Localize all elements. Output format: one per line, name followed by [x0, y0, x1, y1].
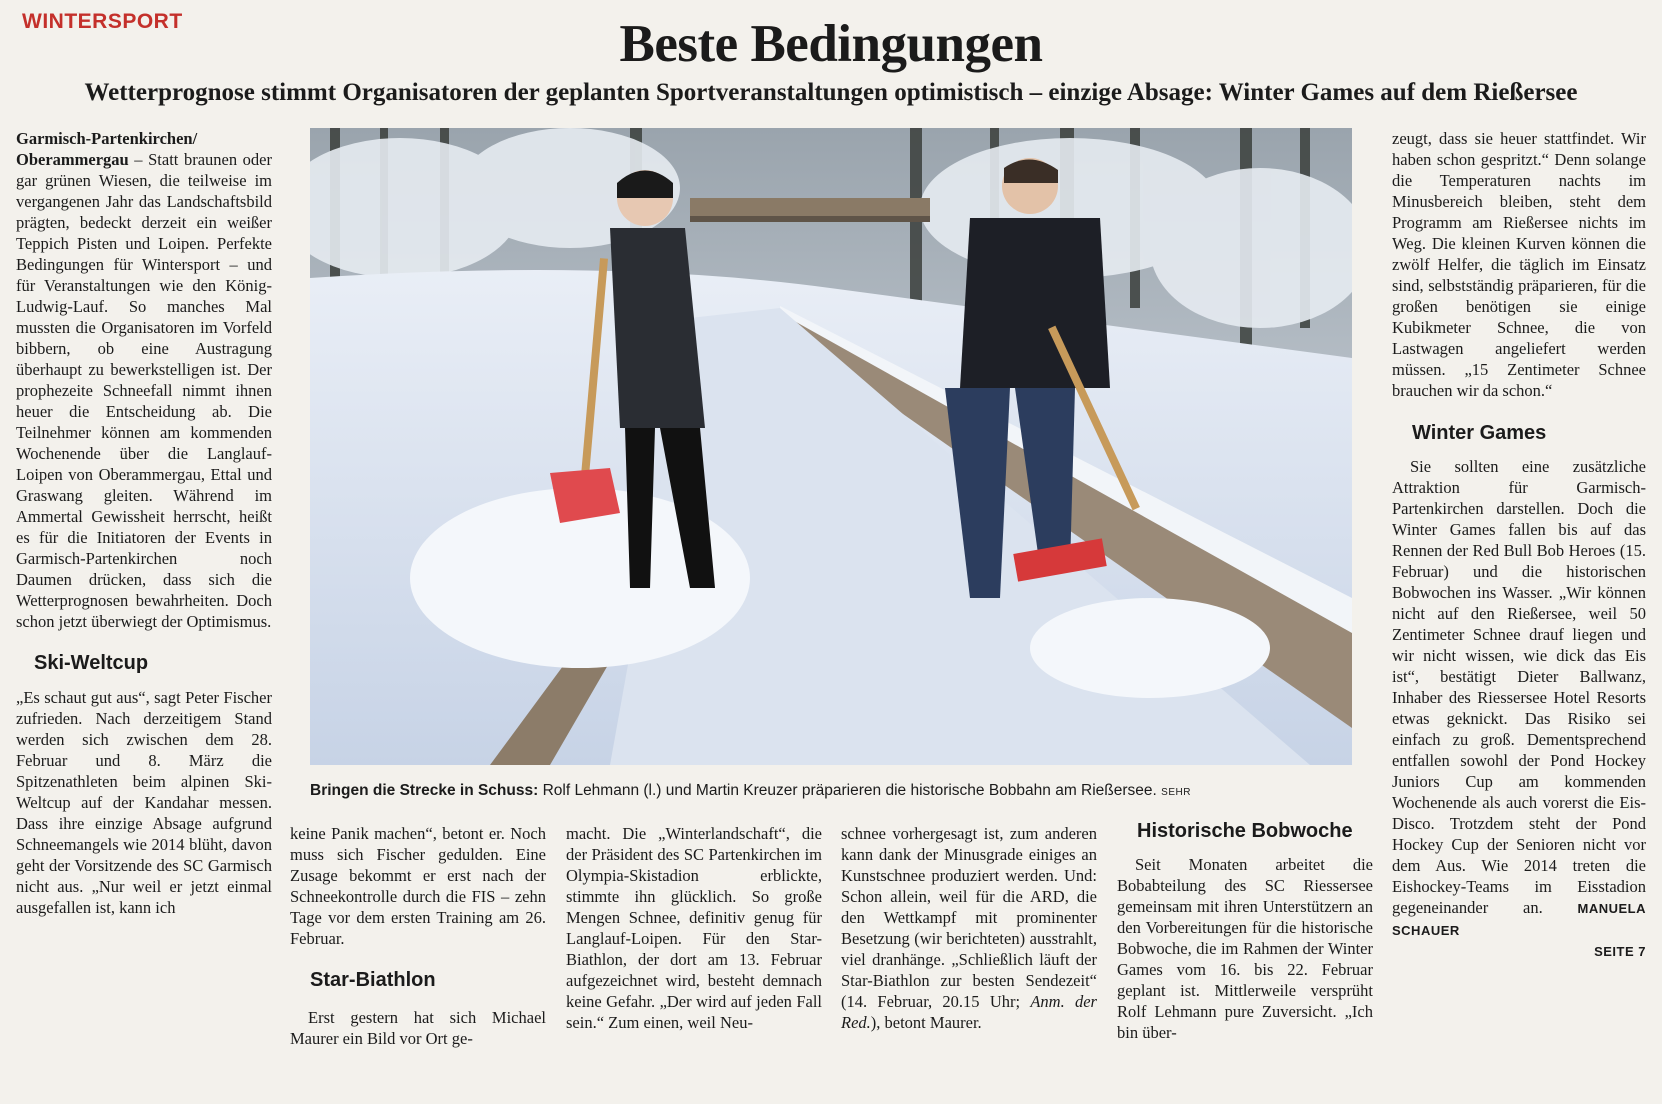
- article-column-4: [841, 823, 1097, 1033]
- dateline: Garmisch-Partenkirchen/ Oberammergau: [16, 129, 198, 169]
- intro-text: – Statt braunen oder gar grünen Wiesen, die teilweise im vergangenen Jahr das Landschaftsbild prägten, bedeckt derzeit ein weißer Teppich Pisten und Loipen. Perfekte Bedingungen für Wintersport – und für Veranstaltungen wie den König-Ludwig-Lauf. So manches Mal mussten die Organisatoren im Vorfeld bibbern, ob eine Austragung überhaupt zu bewerkstelligen ist. Der prophezeite Schneefall nimmt ihnen heuer die Entscheidung ab. Die Teilnehmer können am kommenden Wochenende über die Langlauf-Loipen von Oberammergau, Ettal und Graswang gleiten. Während im Ammertal Gewissheit herrscht, heißt es für die Initiatoren der Events in Garmisch-Partenkirchen noch Daumen drücken, dass sich die Wetterprognosen bewahrheiten. Doch schon jetzt überwiegt der Optimismus.: [16, 150, 272, 631]
- photo-caption: [310, 782, 1360, 800]
- body-text: macht. Die „Winterlandschaft“, die der Präsident des SC Partenkirchen im Olympia-Skistadion erblickte, stimmte ihn glücklich. So große Mengen Schnee, definitiv genug für Langlauf-Loipen. Für den Star-Biathlon, der dort am 13. Februar aufgezeichnet wird, besteht demnach keine Gefahr. „Der wird auf jeden Fall sein.“ Zum einen, weil Neu-: [566, 824, 822, 1032]
- body-text: „Es schaut gut aus“, sagt Peter Fischer zufrieden. Nach derzeitigem Stand werden sich zwischen dem 28. Februar und 8. März die Spitzenathleten beim alpinen Ski-Weltcup auf der Kandahar messen. Dass ihre einzige Absage aufgrund Schneemangels wie 2014 blüht, davon geht der Vorsitzende des SC Garmisch nicht aus. „Nur weil er jetzt einmal ausgefallen ist, kann ich: [16, 688, 272, 917]
- article-column-6: [1392, 128, 1646, 962]
- section-label: WINTERSPORT: [22, 10, 183, 33]
- body-text: zeugt, dass sie heuer stattfindet. Wir haben schon gespritzt.“ Denn solange die Temperaturen nachts im Minusbereich bleiben, steht dem Programm am Rießersee nichts im Weg. Die kleinen Kurven können die zwölf Helfer, die täglich im Einsatz sind, selbstständig präparieren, für die großen benötigen sie einige Kubikmeter Schnee, die von Lastwagen angeliefert werden müssen. „15 Zentimeter Schnee brauchen wir da schon.“: [1392, 129, 1646, 400]
- article-column-2: [290, 823, 546, 1049]
- article-column-5: [1117, 820, 1373, 1043]
- body-text: Erst gestern hat sich Michael Maurer ein Bild vor Ort ge-: [290, 1008, 546, 1048]
- subhead-ski-weltcup: Ski-Weltcup: [34, 652, 149, 674]
- author-signature: MANUELA SCHAUER: [1392, 901, 1646, 938]
- subhead-historische-bobwoche: Historische Bobwoche: [1137, 820, 1353, 842]
- subhead-winter-games: Winter Games: [1412, 422, 1547, 444]
- article-column-3: [566, 823, 822, 1033]
- subheadline: Wetterprognose stimmt Organisatoren der geplanten Sportveranstaltungen optimistisch – einzige Absage: Winter Games auf dem Rießersee: [84, 79, 1578, 106]
- headline: Beste Bedingungen: [619, 15, 1043, 73]
- photo-credit: SEHR: [1161, 787, 1191, 798]
- body-text: Seit Monaten arbeitet die Bobabteilung des SC Riessersee gemeinsam mit ihren Unterstützern an den Vorbereitungen für die historische Bobwoche, die im Rahmen der Winter Games vom 16. bis 22. Februar geplant ist. Mittlerweile versprüht Rolf Lehmann pure Zuversicht. „Ich bin über-: [1117, 855, 1373, 1042]
- body-text: ), betont Maurer.: [870, 1013, 982, 1032]
- subhead-star-biathlon: Star-Biathlon: [310, 969, 436, 991]
- caption-text: Rolf Lehmann (l.) und Martin Kreuzer präparieren die historische Bobbahn am Rießersee.: [538, 782, 1157, 799]
- page-reference: SEITE 7: [1594, 944, 1646, 959]
- body-text: Sie sollten eine zusätzliche Attraktion für Garmisch-Partenkirchen darstellen. Doch die Winter Games fallen bis auf das Rennen der Red Bull Bob Heroes (15. Februar) und die historischen Bobwochen ins Wasser. „Wir können nicht auf den Rießersee, weil 50 Zentimeter Schnee drauf liegen und wir nicht wissen, wie dick das Eis ist“, bestätigt Dieter Ballwanz, Inhaber des Riessersee Hotel Resorts etwas geknickt. Das Risiko sei einfach zu groß. Dementsprechend entfallen sowohl der Pond Hockey Juniors Cup am kommenden Wochenende als auch vorerst die Eis-Disco. Trotzdem steht der Pond Hockey Cup der Senioren nicht vor dem Aus. Wie 2014 treten die Eishockey-Teams im Eisstadion gegeneinander an.: [1392, 457, 1646, 917]
- body-text: schnee vorhergesagt ist, zum anderen kann dank der Minusgrade einiges an Kunstschnee produziert werden. Und: Schon allein, weil für die ARD, die den Wettkampf mit prominenter Besetzung (wir berichteten) ausstrahlt, viel dranhänge. „Schließlich läuft der Star-Biathlon zur besten Sendezeit“ (14. Februar, 20.15 Uhr;: [841, 824, 1097, 1011]
- body-text: keine Panik machen“, betont er. Noch muss sich Fischer gedulden. Eine Zusage bekommt er erst nach der Schneekontrolle durch die FIS – zehn Tage vor dem ersten Training am 26. Februar.: [290, 824, 546, 948]
- caption-lead: Bringen die Strecke in Schuss:: [310, 782, 539, 799]
- body-text-italic: Anm. der Red.: [841, 992, 1097, 1032]
- article-column-1: [16, 128, 272, 918]
- snowy-bobsled-track-photo: [310, 128, 1352, 765]
- article-photo: [310, 128, 1352, 765]
